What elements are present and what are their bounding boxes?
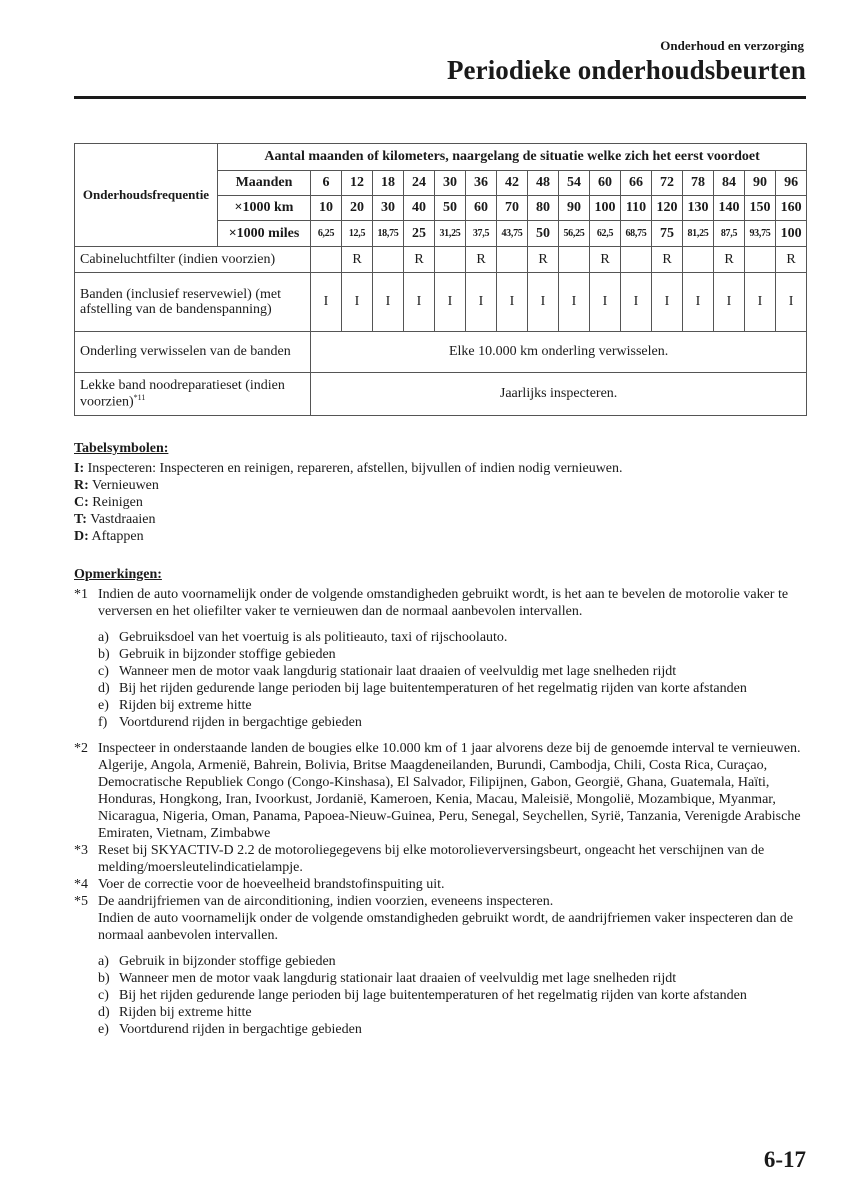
schedule-cell: I: [683, 273, 714, 332]
miles-cell: 31,25: [435, 221, 466, 247]
miles-cell: 43,75: [497, 221, 528, 247]
months-cell: 90: [745, 171, 776, 196]
schedule-cell: [497, 247, 528, 273]
schedule-cell: I: [404, 273, 435, 332]
schedule-cell: [683, 247, 714, 273]
page-number: 6-17: [763, 1147, 806, 1172]
note-5: *5 De aandrijfriemen van de airconditioning, indien voorzien, eveneens inspecteren. Indien de auto voornamelijk onder de volgende omstandigheden gebruikt wordt, de aandrijfriemen vaker inspecteren dan de normaal aanbevolen intervallen. a) Gebruik in bijzonder stoffige gebieden b) Wanneer men de motor vaak langdurig stationair laat draaien of veelvuldig met lage snelheden rijdt c) Bij het rijden gedurende lange perioden bij lage buitentemperaturen of het regelmatig rijden van korte afstanden d) Rijden bij extreme hitte e) Voortdurend rijden in bergachtige gebieden: [74, 893, 806, 1038]
schedule-cell: R: [776, 247, 807, 273]
page-title: Periodieke onderhoudsbeurten: [446, 55, 806, 85]
schedule-cell: [435, 247, 466, 273]
list-item: b) Gebruik in bijzonder stoffige gebieden: [98, 647, 336, 662]
schedule-cell: [745, 247, 776, 273]
months-cell: 42: [497, 171, 528, 196]
frequency-header: Onderhoudsfrequentie: [75, 144, 218, 247]
symbol-item: D: Aftappen: [74, 529, 144, 544]
tires-label: Banden (inclusief reservewiel) (met afstelling van de bandenspanning): [75, 273, 311, 332]
months-cell: 60: [590, 171, 621, 196]
section-header: Onderhoud en verzorging: [660, 38, 804, 53]
km-cell: 130: [683, 196, 714, 221]
km-cell: 10: [311, 196, 342, 221]
km-cell: 150: [745, 196, 776, 221]
schedule-cell: I: [652, 273, 683, 332]
repair-kit-text: Jaarlijks inspecteren.: [311, 373, 807, 416]
km-cell: 70: [497, 196, 528, 221]
schedule-cell: I: [342, 273, 373, 332]
country-list: Algerije, Angola, Armenië, Bahrein, Bolivia, Britse Maagdeneilanden, Burundi, Cambodja, Chili, Costa Rica, Curaçao, Democratische Republiek Congo (Congo-Kinshasa), El Salvador, Filipijnen, Gabon, Georgië, Ghana, Guatemala, Haïti, Honduras, Hongkong, Iran, Ivoorkust, Jordanië, Kameroen, Kenia, Macau, Maleisië, Mongolië, Mozambique, Myanmar, Nicaragua, Nigeria, Oman, Panama, Papoea-Nieuw-Guinea, Peru, Senegal, Seychellen, Syrië, Tanzania, Verenigde Arabische Emiraten, Vietnam, Zimbabwe: [98, 758, 801, 841]
note-1: *1 Indien de auto voornamelijk onder de volgende omstandigheden gebruikt wordt, is het aan te bevelen de motorolie vaker te verversen en het oliefilter vaker te vernieuwen dan de normaal aanbevolen intervallen. a) Gebruiksdoel van het voertuig is als politieauto, taxi of rijschoolauto. b) Gebruik in bijzonder stoffige gebieden c) Wanneer men de motor vaak langdurig stationair laat draaien of veelvuldig met lage snelheden rijdt d) Bij het rijden gedurende lange perioden bij lage buitentemperaturen of het regelmatig rijden van korte afstanden e) Rijden bij extreme hitte f) Voortdurend rijden in bergachtige gebieden: [74, 586, 806, 731]
km-cell: 90: [559, 196, 590, 221]
list-item: c) Bij het rijden gedurende lange perioden bij lage buitentemperaturen of het regelmatig rijden van korte afstanden: [98, 988, 747, 1003]
schedule-cell: R: [714, 247, 745, 273]
miles-cell: 37,5: [466, 221, 497, 247]
note-3: *3 Reset bij SKYACTIV-D 2.2 de motoroliegegevens bij elke motorolieverversingsbeurt, ongeacht het verschijnen van de melding/moersleutelindicatielampje.: [74, 843, 765, 875]
schedule-cell: I: [745, 273, 776, 332]
repair-kit-label: Lekke band noodreparatieset (indien voorzien): [80, 378, 285, 410]
list-item: b) Wanneer men de motor vaak langdurig stationair laat draaien of veelvuldig met lage snelheden rijdt: [98, 971, 677, 986]
maintenance-schedule-table: [74, 143, 807, 416]
miles-cell: 50: [528, 221, 559, 247]
schedule-cell: [373, 247, 404, 273]
schedule-cell: I: [621, 273, 652, 332]
schedule-cell: R: [466, 247, 497, 273]
list-item: d) Rijden bij extreme hitte: [98, 1005, 252, 1020]
cabin-filter-label: Cabineluchtfilter (indien voorzien): [75, 247, 311, 273]
schedule-cell: R: [652, 247, 683, 273]
symbol-item: C: Reinigen: [74, 495, 143, 510]
km-cell: 140: [714, 196, 745, 221]
months-cell: 66: [621, 171, 652, 196]
schedule-cell: [311, 247, 342, 273]
miles-cell: 93,75: [745, 221, 776, 247]
schedule-cell: I: [466, 273, 497, 332]
miles-cell: 18,75: [373, 221, 404, 247]
list-item: e) Voortdurend rijden in bergachtige gebieden: [98, 1022, 362, 1037]
km-cell: 30: [373, 196, 404, 221]
schedule-cell: I: [435, 273, 466, 332]
schedule-cell: I: [311, 273, 342, 332]
list-item: f) Voortdurend rijden in bergachtige gebieden: [98, 715, 362, 730]
months-cell: 96: [776, 171, 807, 196]
symbol-item: R: Vernieuwen: [74, 478, 159, 493]
schedule-cell: R: [590, 247, 621, 273]
list-item: a) Gebruiksdoel van het voertuig is als politieauto, taxi of rijschoolauto.: [98, 630, 508, 645]
list-item: a) Gebruik in bijzonder stoffige gebieden: [98, 954, 336, 969]
symbols-title: Tabelsymbolen:: [74, 441, 169, 456]
km-cell: 60: [466, 196, 497, 221]
months-cell: 54: [559, 171, 590, 196]
tire-rotation-text: Elke 10.000 km onderling verwisselen.: [311, 332, 807, 373]
months-label: Maanden: [218, 171, 311, 196]
miles-cell: 62,5: [590, 221, 621, 247]
note-4: *4 Voer de correctie voor de hoeveelheid brandstofinspuiting uit.: [74, 877, 445, 892]
months-cell: 6: [311, 171, 342, 196]
header-rule: [74, 96, 806, 99]
km-label: ×1000 km: [218, 196, 311, 221]
note-2: *2 Inspecteer in onderstaande landen de bougies elke 10.000 km of 1 jaar alvorens deze bij de genoemde interval te vernieuwen. Algerije, Angola, Armenië, Bahrein, Bolivia, Britse Maagdeneilanden, Burundi, Cambodja, Chili, Costa Rica, Curaçao, Democratische Republiek Congo (Congo-Kinshasa), El Salvador, Filipijnen, Gabon, Georgië, Ghana, Guatemala, Haïti, Honduras, Hongkong, Iran, Ivoorkust, Jordanië, Kameroen, Kenia, Macau, Maleisië, Mongolië, Mozambique, Myanmar, Nicaragua, Nigeria, Oman, Panama, Papoea-Nieuw-Guinea, Peru, Senegal, Seychellen, Syrië, Tanzania, Verenigde Arabische Emiraten, Vietnam, Zimbabwe: [74, 740, 806, 842]
schedule-cell: I: [373, 273, 404, 332]
schedule-cell: R: [528, 247, 559, 273]
miles-cell: 12,5: [342, 221, 373, 247]
miles-label: ×1000 miles: [218, 221, 311, 247]
symbol-item: I: Inspecteren: Inspecteren en reinigen, repareren, afstellen, bijvullen of indien nodig vernieuwen.: [74, 461, 623, 476]
schedule-cell: I: [559, 273, 590, 332]
remarks-section: [74, 566, 806, 1038]
miles-cell: 68,75: [621, 221, 652, 247]
months-cell: 48: [528, 171, 559, 196]
months-cell: 72: [652, 171, 683, 196]
tire-rotation-label: Onderling verwisselen van de banden: [75, 332, 311, 373]
miles-cell: 6,25: [311, 221, 342, 247]
months-cell: 78: [683, 171, 714, 196]
schedule-cell: [621, 247, 652, 273]
km-cell: 40: [404, 196, 435, 221]
interval-header: Aantal maanden of kilometers, naargelang de situatie welke zich het eerst voordoet: [218, 144, 807, 171]
miles-cell: 81,25: [683, 221, 714, 247]
repair-kit-footnote: *11: [133, 392, 146, 402]
km-cell: 50: [435, 196, 466, 221]
schedule-cell: I: [528, 273, 559, 332]
months-cell: 36: [466, 171, 497, 196]
months-cell: 24: [404, 171, 435, 196]
km-cell: 110: [621, 196, 652, 221]
km-cell: 160: [776, 196, 807, 221]
months-cell: 12: [342, 171, 373, 196]
km-cell: 120: [652, 196, 683, 221]
schedule-cell: I: [497, 273, 528, 332]
months-cell: 84: [714, 171, 745, 196]
remarks-title: Opmerkingen:: [74, 567, 162, 582]
km-cell: 80: [528, 196, 559, 221]
miles-cell: 75: [652, 221, 683, 247]
list-item: d) Bij het rijden gedurende lange perioden bij lage buitentemperaturen of het regelmatig rijden van korte afstanden: [98, 681, 747, 696]
schedule-cell: [559, 247, 590, 273]
schedule-cell: R: [404, 247, 435, 273]
miles-cell: 100: [776, 221, 807, 247]
km-cell: 20: [342, 196, 373, 221]
miles-cell: 87,5: [714, 221, 745, 247]
repair-kit-label-cell: [75, 373, 311, 416]
months-cell: 18: [373, 171, 404, 196]
miles-cell: 25: [404, 221, 435, 247]
miles-cell: 56,25: [559, 221, 590, 247]
schedule-cell: I: [590, 273, 621, 332]
km-cell: 100: [590, 196, 621, 221]
symbol-item: T: Vastdraaien: [74, 512, 156, 527]
months-cell: 30: [435, 171, 466, 196]
schedule-cell: I: [714, 273, 745, 332]
table-symbols-section: [74, 440, 806, 545]
list-item: c) Wanneer men de motor vaak langdurig stationair laat draaien of veelvuldig met lage snelheden rijdt: [98, 664, 677, 679]
schedule-cell: R: [342, 247, 373, 273]
list-item: e) Rijden bij extreme hitte: [98, 698, 252, 713]
schedule-cell: I: [776, 273, 807, 332]
